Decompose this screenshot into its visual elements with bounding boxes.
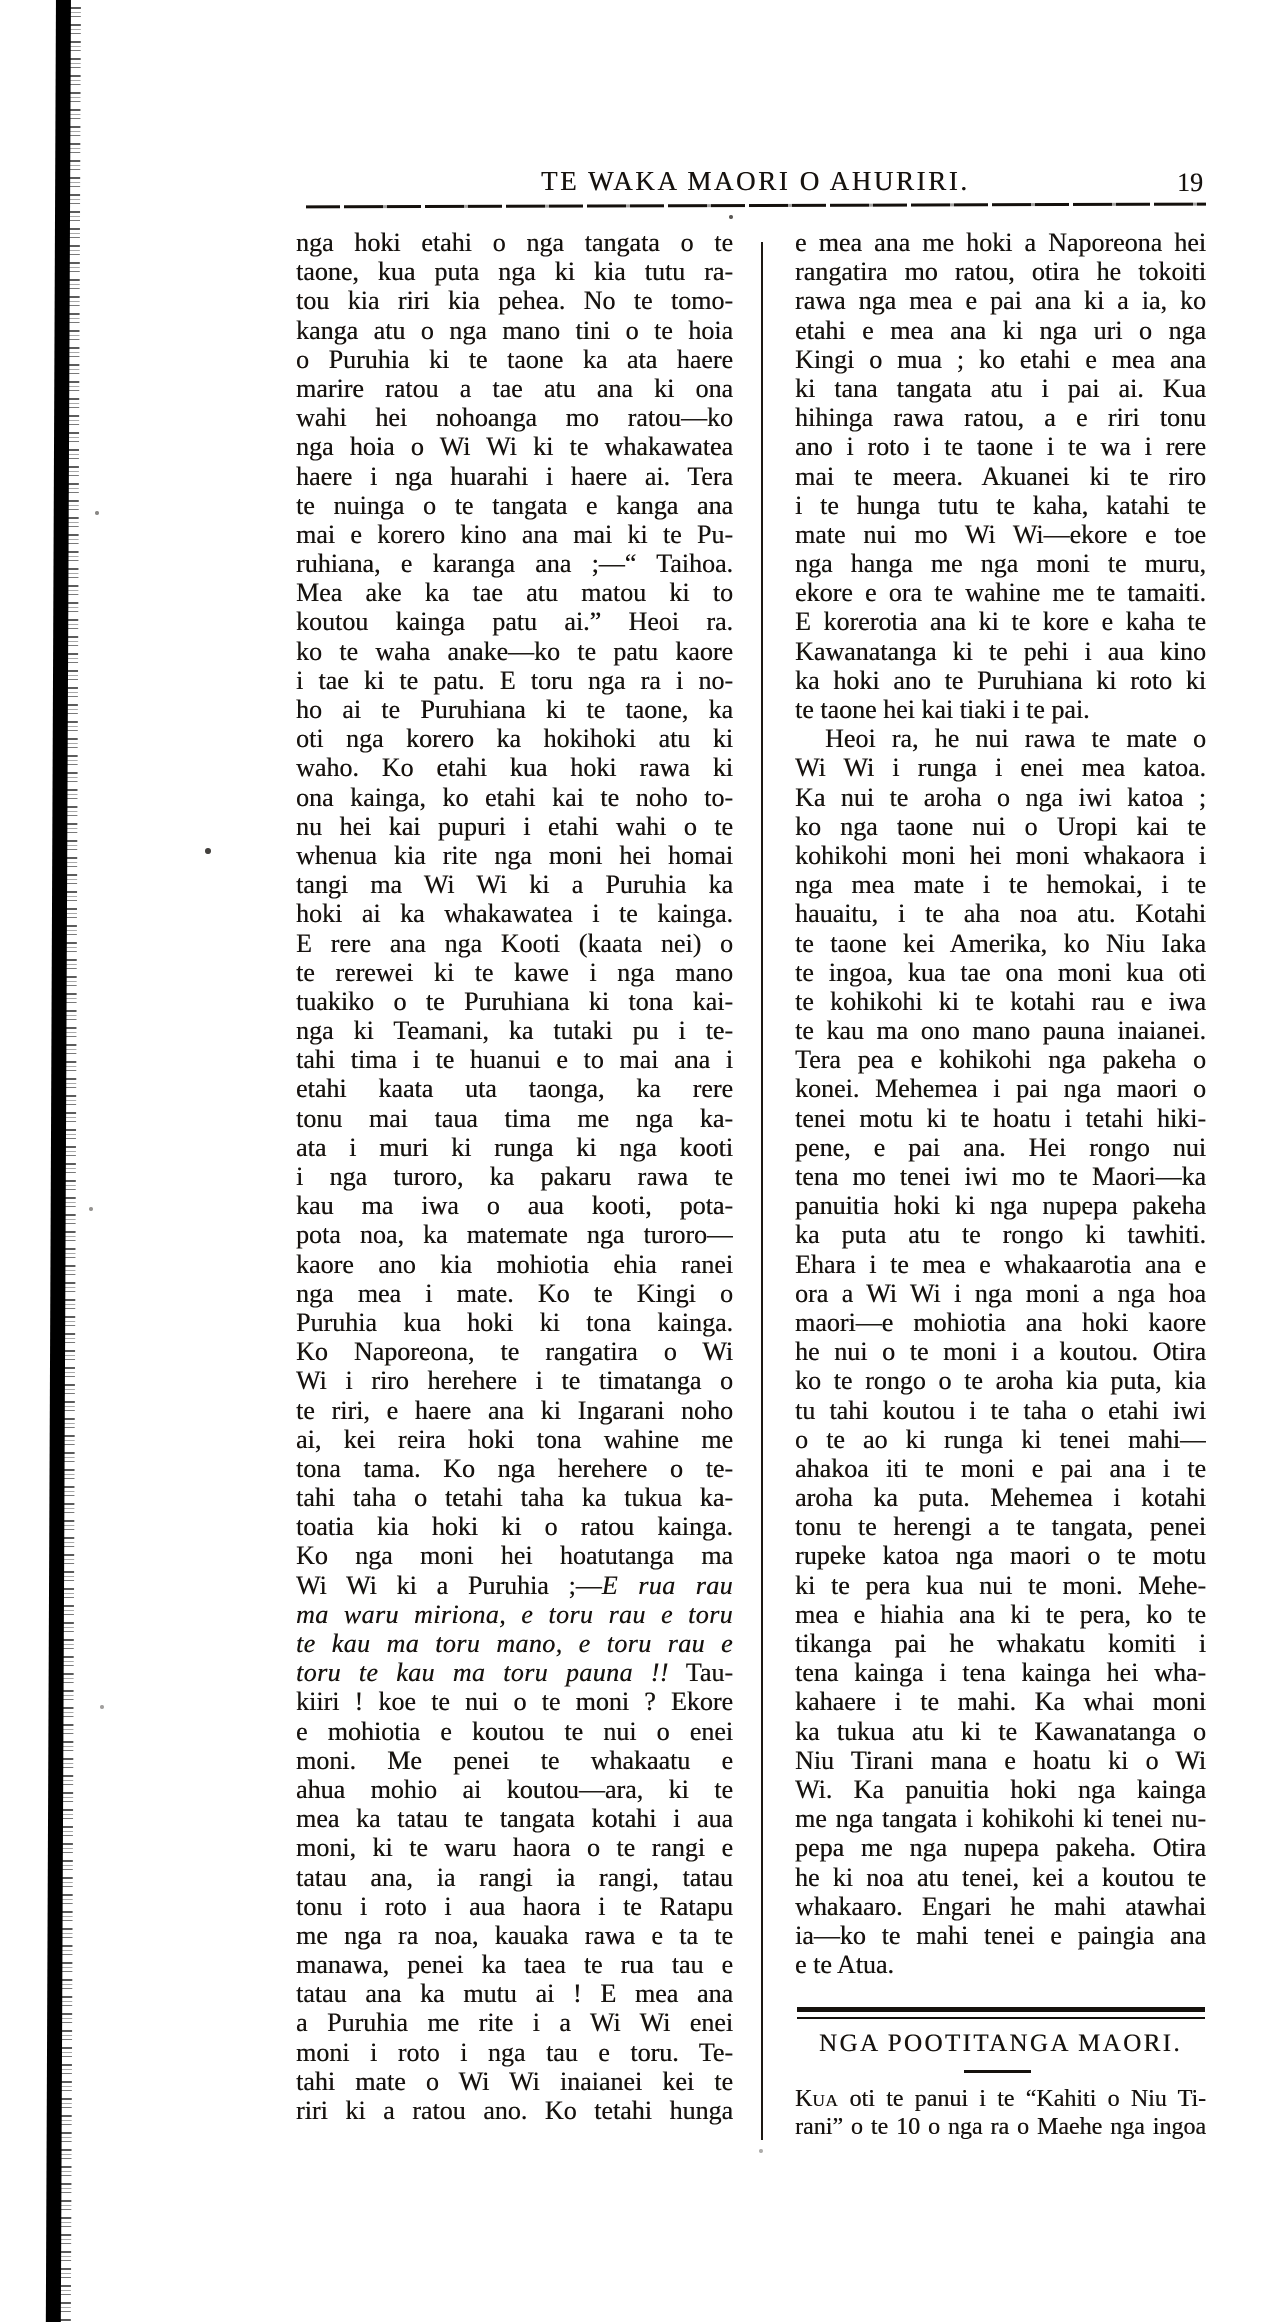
text-line: te nuinga o te tangata e kanga ana bbox=[296, 490, 733, 520]
text-line: tahi tima i te huanui e to mai ana i bbox=[296, 1045, 733, 1075]
text-line: e mohiotia e koutou te nui o enei bbox=[296, 1716, 733, 1746]
text-line: ata i muri ki runga ki nga kooti bbox=[296, 1132, 733, 1162]
text-line: Kingi o mua ; ko etahi e mea ana bbox=[795, 344, 1206, 374]
text-line: kohikohi moni hei moni whakaora i bbox=[795, 840, 1206, 870]
text-line: toru te kau ma toru pauna !! Tau- bbox=[296, 1658, 733, 1688]
text-line: mea ka tatau te tangata kotahi i aua bbox=[296, 1804, 733, 1834]
text-line: Ehara i te mea e whakaarotia ana e bbox=[795, 1249, 1206, 1279]
text-line: rangatira mo ratou, otira he tokoiti bbox=[795, 257, 1206, 287]
text-line: etahi kaata uta taonga, ka rere bbox=[296, 1074, 733, 1104]
text-line: te kau ma toru mano, e toru rau e bbox=[296, 1629, 733, 1658]
text-line: marire ratou a tae atu ana ki ona bbox=[296, 373, 733, 403]
text-line: kanga atu o nga mano tini o te hoia bbox=[296, 315, 733, 345]
text-line: Wi i riro herehere i te timatanga o bbox=[296, 1366, 733, 1396]
text-line: e mea ana me hoki a Naporeona hei bbox=[795, 228, 1206, 257]
text-line: o Puruhia ki te taone ka ata haere bbox=[296, 344, 733, 374]
text-line: moni, ki te waru haora o te rangi e bbox=[296, 1833, 733, 1863]
text-line: manawa, penei ka taea te rua tau e bbox=[296, 1950, 733, 1980]
text-line: nu hei kai pupuri i etahi wahi o te bbox=[296, 811, 733, 841]
text-line: tonu te herengi a te tangata, penei bbox=[795, 1512, 1206, 1542]
text-line: Ko nga moni hei hoatutanga ma bbox=[296, 1541, 733, 1571]
text-line: hoki ai ka whakawatea i te kainga. bbox=[296, 899, 733, 929]
text-line: rawa nga mea e pai ana ki a ia, ko bbox=[795, 286, 1206, 316]
text-line: hauaitu, i te aha noa atu. Kotahi bbox=[795, 899, 1206, 929]
left-column bbox=[296, 228, 733, 2125]
text-line: tatau ana, ia rangi ia rangi, tatau bbox=[296, 1862, 733, 1892]
page-number: 19 bbox=[1177, 168, 1203, 197]
text-line: i tae ki te patu. E toru nga ra i no- bbox=[296, 665, 733, 695]
text-line: koutou kainga patu ai.” Heoi ra. bbox=[296, 607, 733, 637]
column-divider-rule bbox=[761, 242, 763, 2140]
text-line: te ingoa, kua tae ona moni kua oti bbox=[795, 957, 1206, 987]
text-line: Heoi ra, he nui rawa te mate o bbox=[825, 724, 1206, 754]
text-line: te kohikohi ki te kotahi rau e iwa bbox=[795, 986, 1206, 1016]
text-line: Mea ake ka tae atu matou ki to bbox=[296, 578, 733, 608]
text-line: ahua mohio ai koutou—ara, ki te bbox=[296, 1774, 733, 1804]
text-line: rupeke katoa nga maori o te motu bbox=[795, 1541, 1206, 1571]
text-line: e te Atua. bbox=[795, 1950, 894, 1980]
text-line: rani” o te 10 o nga ra o Maehe nga ingoa bbox=[795, 2113, 1206, 2140]
text-line: he ki noa atu tenei, kei a koutou te bbox=[795, 1862, 1206, 1892]
text-line: Ka nui te aroha o nga iwi katoa ; bbox=[795, 782, 1206, 812]
scan-speckles bbox=[0, 0, 2, 2]
text-line: nga ki Teamani, ka tutaki pu i te- bbox=[296, 1016, 733, 1046]
text-line: te taone hei kai tiaki i te pai. bbox=[795, 695, 1090, 724]
text-line: mai te meera. Akuanei ki te riro bbox=[795, 461, 1206, 491]
text-line: tena mo tenei iwi mo te Maori—ka bbox=[795, 1162, 1206, 1191]
text-line: konei. Mehemea i pai nga maori o bbox=[795, 1074, 1206, 1104]
text-line: tenei motu ki te hoatu i tetahi hiki- bbox=[795, 1103, 1206, 1133]
text-line: mate nui mo Wi Wi—ekore e toe bbox=[795, 519, 1206, 549]
text-line: te kau ma ono mano pauna inaianei. bbox=[795, 1016, 1206, 1046]
text-line: KUA oti te panui i te “Kahiti o Niu Ti- bbox=[795, 2086, 1206, 2112]
text-line: i nga turoro, ka pakaru rawa te bbox=[296, 1162, 733, 1191]
text-line: toatia kia hoki ki o ratou kainga. bbox=[296, 1512, 733, 1542]
text-line: te riri, e haere ana ki Ingarani noho bbox=[296, 1395, 733, 1425]
text-line: Ko Naporeona, te rangatira o Wi bbox=[296, 1337, 733, 1367]
section-heading: NGA POOTITANGA MAORI. bbox=[819, 2030, 1182, 2057]
text-line: me nga tangata i kohikohi ki tenei nu- bbox=[795, 1804, 1206, 1834]
text-line: Niu Tirani mana e hoatu ki o Wi bbox=[795, 1745, 1206, 1775]
text-line: me nga ra noa, kauaka rawa e ta te bbox=[296, 1920, 733, 1950]
text-line: tahi taha o tetahi taha ka tukua ka- bbox=[296, 1483, 733, 1513]
text-line: ko nga taone nui o Uropi kai te bbox=[795, 811, 1206, 841]
text-line: moni. Me penei te whakaatu e bbox=[296, 1745, 733, 1775]
text-line: Wi Wi ki a Puruhia ;—E rua rau bbox=[296, 1570, 733, 1600]
text-line: hihinga rawa ratou, a e riri tonu bbox=[795, 403, 1206, 433]
text-line: i te hunga tutu te kaha, katahi te bbox=[795, 490, 1206, 520]
text-line: o te ao ki runga ki tenei mahi— bbox=[795, 1424, 1206, 1454]
text-line: ora a Wi Wi i nga moni a nga hoa bbox=[795, 1278, 1206, 1308]
text-line: ko te rongo o te aroha kia puta, kia bbox=[795, 1366, 1206, 1396]
text-line: Puruhia kua hoki ki tona kainga. bbox=[296, 1307, 733, 1337]
text-line: ki tana tangata atu i pai ai. Kua bbox=[795, 373, 1206, 403]
text-line: tu tahi koutou i te taha o etahi iwi bbox=[795, 1395, 1206, 1425]
text-line: kau ma iwa o aua kooti, pota- bbox=[296, 1191, 733, 1221]
text-line: nga mea i mate. Ko te Kingi o bbox=[296, 1278, 733, 1308]
text-line: ekore e ora te wahine me te tamaiti. bbox=[795, 578, 1206, 608]
text-line: kaore ano kia mohiotia ehia ranei bbox=[296, 1249, 733, 1279]
text-line: riri ki a ratou ano. Ko tetahi hunga bbox=[296, 2096, 733, 2125]
masthead-title: TE WAKA MAORI O AHURIRI. bbox=[541, 166, 970, 196]
text-line: tena kainga i tena kainga hei wha- bbox=[795, 1658, 1206, 1688]
text-line: panuitia hoki ki nga nupepa pakeha bbox=[795, 1191, 1206, 1221]
text-line: kahaere i te mahi. Ka whai moni bbox=[795, 1687, 1206, 1717]
text-line: tonu mai taua tima me nga ka- bbox=[296, 1103, 733, 1133]
text-line: tuakiko o te Puruhiana ki tona kai- bbox=[296, 986, 733, 1016]
text-line: waho. Ko etahi kua hoki rawa ki bbox=[296, 753, 733, 783]
section-heading-underline bbox=[964, 2070, 1031, 2073]
right-column bbox=[795, 228, 1206, 1979]
text-line: kiiri ! koe te nui o te moni ? Ekore bbox=[296, 1687, 733, 1717]
text-line: ia—ko te mahi tenei e paingia ana bbox=[795, 1920, 1206, 1950]
text-line: tatau ana ka mutu ai ! E mea ana bbox=[296, 1979, 733, 2009]
text-line: pepa me nga nupepa pakeha. Otira bbox=[795, 1833, 1206, 1863]
text-line: moni i roto i nga tau e toru. Te- bbox=[296, 2037, 733, 2067]
text-line: tona tama. Ko nga herehere o te- bbox=[296, 1453, 733, 1483]
text-line: ma waru miriona, e toru rau e toru bbox=[296, 1599, 733, 1629]
text-line: tahi mate o Wi Wi inaianei kei te bbox=[296, 2066, 733, 2096]
text-line: ruhiana, e karanga ana ;—“ Taihoa. bbox=[296, 549, 733, 579]
text-line: te taone kei Amerika, ko Niu Iaka bbox=[795, 928, 1206, 958]
text-line: mai e korero kino ana mai ki te Pu- bbox=[296, 519, 733, 549]
text-line: ko te waha anake—ko te patu kaore bbox=[296, 636, 733, 666]
text-line: a Puruhia me rite i a Wi Wi enei bbox=[296, 2008, 733, 2038]
text-line: Wi. Ka panuitia hoki nga kainga bbox=[795, 1774, 1206, 1804]
text-line: haere i nga huarahi i haere ai. Tera bbox=[296, 461, 733, 491]
text-line: etahi e mea ana ki nga uri o nga bbox=[795, 315, 1206, 345]
text-line: pota noa, ka matemate nga turoro— bbox=[296, 1220, 733, 1250]
text-line: Wi Wi i runga i enei mea katoa. bbox=[795, 753, 1206, 783]
text-line: ano i roto i te taone i te wa i rere bbox=[795, 432, 1206, 462]
text-line: nga hoki etahi o nga tangata o te bbox=[296, 228, 733, 257]
text-line: he nui o te moni i a koutou. Otira bbox=[795, 1337, 1206, 1367]
text-line: oti nga korero ka hokihoki atu ki bbox=[296, 724, 733, 754]
text-line: aroha ka puta. Mehemea i kotahi bbox=[795, 1483, 1206, 1513]
text-line: tou kia riri kia pehea. No te tomo- bbox=[296, 286, 733, 316]
text-line: ona kainga, ko etahi kai te noho to- bbox=[296, 782, 733, 812]
text-line: E rere ana nga Kooti (kaata nei) o bbox=[296, 928, 733, 958]
text-line: wahi hei nohoanga mo ratou—ko bbox=[296, 403, 733, 433]
section-body bbox=[795, 2086, 1206, 2141]
text-line: ki te pera kua nui te moni. Mehe- bbox=[795, 1570, 1206, 1600]
text-line: ka puta atu te rongo ki tawhiti. bbox=[795, 1220, 1206, 1250]
text-line: mea e hiahia ana ki te pera, ko te bbox=[795, 1599, 1206, 1629]
text-line: maori—e mohiotia ana hoki kaore bbox=[795, 1307, 1206, 1337]
text-line: tonu i roto i aua haora i te Ratapu bbox=[296, 1891, 733, 1921]
text-line: taone, kua puta nga ki kia tutu ra- bbox=[296, 257, 733, 287]
text-line: Kawanatanga ki te pehi i aua kino bbox=[795, 636, 1206, 666]
text-line: pene, e pai ana. Hei rongo nui bbox=[795, 1132, 1206, 1162]
text-line: ka tukua atu ki te Kawanatanga o bbox=[795, 1716, 1206, 1746]
text-line: whenua kia rite nga moni hei homai bbox=[296, 840, 733, 870]
text-line: nga mea mate i te hemokai, i te bbox=[795, 870, 1206, 900]
text-line: nga hoia o Wi Wi ki te whakawatea bbox=[296, 432, 733, 462]
text-line: E korerotia ana ki te kore e kaha te bbox=[795, 607, 1206, 637]
text-line: Tera pea e kohikohi nga pakeha o bbox=[795, 1045, 1206, 1075]
text-line: nga hanga me nga moni te muru, bbox=[795, 549, 1206, 579]
text-line: whakaaro. Engari he mahi atawhai bbox=[795, 1891, 1206, 1921]
text-line: ai, kei reira hoki tona wahine me bbox=[296, 1424, 733, 1454]
text-line: ho ai te Puruhiana ki te taone, ka bbox=[296, 695, 733, 724]
masthead-rule bbox=[306, 203, 1206, 209]
text-line: tikanga pai he whakatu komiti i bbox=[795, 1629, 1206, 1658]
text-line: ka hoki ano te Puruhiana ki roto ki bbox=[795, 665, 1206, 695]
text-line: te rerewei ki te kawe i nga mano bbox=[296, 957, 733, 987]
section-divider-double-rule bbox=[797, 2007, 1205, 2019]
text-line: tangi ma Wi Wi ki a Puruhia ka bbox=[296, 870, 733, 900]
text-line: ahakoa iti te moni e pai ana i te bbox=[795, 1453, 1206, 1483]
